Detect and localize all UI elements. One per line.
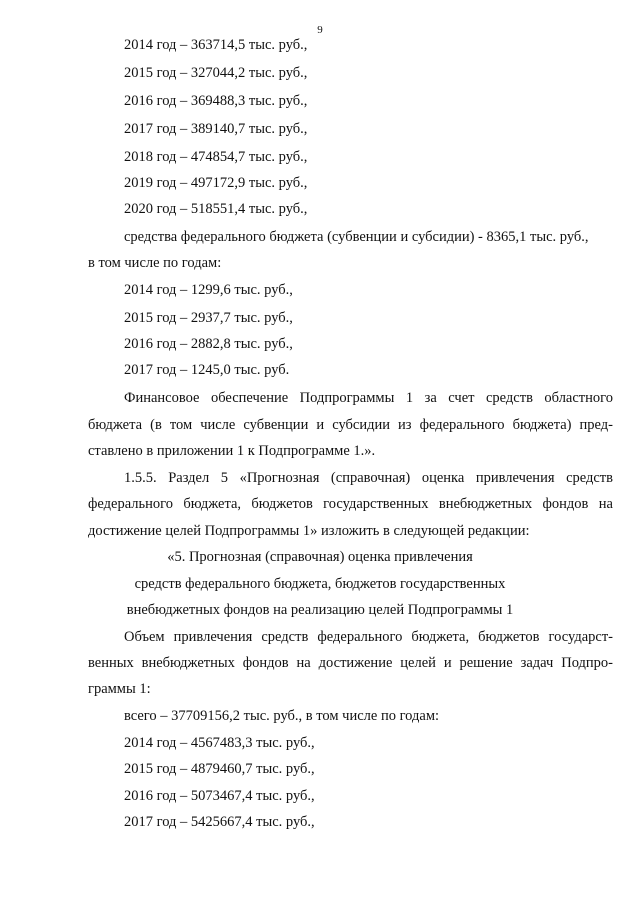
financing-paragraph-line: ставлено в приложении 1 к Подпрограмме 1.». bbox=[88, 443, 376, 459]
budget-year-line: 2016 год – 369488,3 тыс. руб., bbox=[124, 93, 308, 109]
budget-year-line: 2017 год – 389140,7 тыс. руб., bbox=[124, 121, 308, 137]
federal-year-line: 2014 год – 1299,6 тыс. руб., bbox=[124, 282, 293, 298]
attracted-year-line: 2015 год – 4879460,7 тыс. руб., bbox=[124, 761, 315, 777]
budget-year-line: 2020 год – 518551,4 тыс. руб., bbox=[124, 201, 308, 217]
volume-paragraph-line: граммы 1: bbox=[88, 681, 151, 697]
federal-funds-line: средства федерального бюджета (субвенции и субсидии) - 8365,1 тыс. руб., bbox=[124, 229, 589, 245]
budget-year-line: 2015 год – 327044,2 тыс. руб., bbox=[124, 65, 308, 81]
page-number: 9 bbox=[317, 24, 323, 36]
attracted-year-line: 2017 год – 5425667,4 тыс. руб., bbox=[124, 814, 315, 830]
budget-year-line: 2019 год – 497172,9 тыс. руб., bbox=[124, 175, 308, 191]
budget-year-line: 2014 год – 363714,5 тыс. руб., bbox=[124, 37, 308, 53]
section-heading-line: средств федерального бюджета, бюджетов государственных bbox=[134, 576, 506, 592]
attracted-year-line: 2014 год – 4567483,3 тыс. руб., bbox=[124, 735, 315, 751]
section-heading-line: «5. Прогнозная (справочная) оценка привлечения bbox=[167, 549, 473, 565]
federal-year-line: 2016 год – 2882,8 тыс. руб., bbox=[124, 336, 293, 352]
budget-year-line: 2018 год – 474854,7 тыс. руб., bbox=[124, 149, 308, 165]
financing-paragraph-line: бюджета (в том числе субвенции и субсидии из федерального бюджета) пред- bbox=[88, 417, 613, 433]
attracted-year-line: 2016 год – 5073467,4 тыс. руб., bbox=[124, 788, 315, 804]
section-paragraph-line: 1.5.5. Раздел 5 «Прогнозная (справочная) оценка привлечения средств bbox=[124, 470, 613, 486]
financing-paragraph-line: Финансовое обеспечение Подпрограммы 1 за счет средств областного bbox=[124, 390, 613, 406]
section-heading-line: внебюджетных фондов на реализацию целей Подпрограммы 1 bbox=[126, 602, 514, 618]
volume-paragraph-line: Объем привлечения средств федерального бюджета, бюджетов государст- bbox=[124, 629, 613, 645]
volume-paragraph-line: венных внебюджетных фондов на достижение целей и решение задач Подпро- bbox=[88, 655, 613, 671]
federal-funds-line: в том числе по годам: bbox=[88, 255, 222, 271]
total-line: всего – 37709156,2 тыс. руб., в том числе по годам: bbox=[124, 708, 440, 724]
section-paragraph-line: достижение целей Подпрограммы 1» изложить в следующей редакции: bbox=[88, 523, 530, 539]
federal-year-line: 2017 год – 1245,0 тыс. руб. bbox=[124, 362, 290, 378]
federal-year-line: 2015 год – 2937,7 тыс. руб., bbox=[124, 310, 293, 326]
section-paragraph-line: федерального бюджета, бюджетов государственных внебюджетных фондов на bbox=[88, 496, 613, 512]
